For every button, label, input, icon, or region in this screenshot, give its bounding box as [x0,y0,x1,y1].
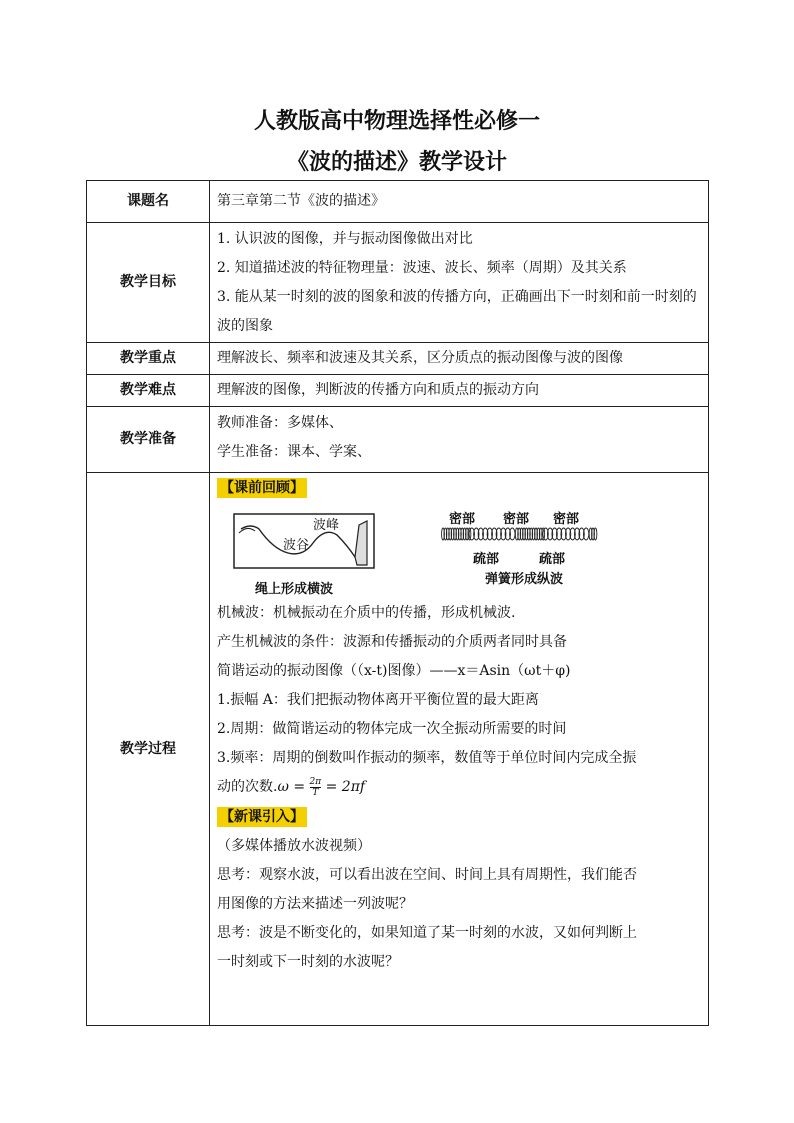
table-row-process [87,473,709,1026]
spring-caption: 弹簧形成纵波 [485,572,564,587]
rope-caption: 绳上形成横波 [255,582,334,597]
paragraph-think-1a: 思考：观察水波，可以看出波在空间、时间上具有周期性，我们能否 [217,867,637,883]
paragraph-think-2a: 思考：波是不断变化的，如果知道了某一时刻的水波，又如何判断上 [217,925,637,941]
spring-wave-diagram [441,525,599,543]
table-row-preparation [87,407,709,473]
topic-content: 第三章第二节《波的描述》 [210,181,709,223]
goal-item-2: 2. 知道描述波的特征物理量：波速、波长、频率（周期）及其关系 [217,260,627,276]
formula-omega: ω = [277,779,306,795]
paragraph-mechanical-wave: 机械波：机械振动在介质中的传播，形成机械波. [217,605,516,621]
paragraph-amplitude: 1.振幅 A：我们把振动物体离开平衡位置的最大距离 [217,692,539,708]
lesson-plan-table [86,180,709,1026]
key-points-content: 理解波长、频率和波速及其关系，区分质点的振动图像与波的图像 [210,343,709,375]
document-title: 人教版高中物理选择性必修一 [253,109,540,134]
paragraph-think-2b: 一时刻或下一时刻的水波呢？ [217,954,399,970]
spring-label-sparse-2: 疏部 [539,552,566,567]
row-label-topic: 课题名 [87,181,210,223]
fraction-numerator: 2π [309,776,322,787]
paragraph-conditions: 产生机械波的条件：波源和传播振动的介质两者同时具备 [217,634,567,650]
spring-label-dense-3: 密部 [553,512,580,527]
row-label-key-points: 教学重点 [87,343,210,375]
paragraph-video: （多媒体播放水波视频） [217,838,371,854]
paragraph-frequency: 3.频率：周期的倒数叫作振动的频率，数值等于单位时间内完成全振 [217,750,637,766]
rope-label-crest: 波峰 [313,518,340,533]
row-label-goals: 教学目标 [87,223,210,343]
review-heading: 【课前回顾】 [217,478,307,498]
wave-figures [217,503,702,599]
intro-heading: 【新课引入】 [217,807,307,827]
table-row-key-points [87,343,709,375]
row-label-preparation: 教学准备 [87,407,210,473]
rope-label-trough: 波谷 [283,538,310,553]
paragraph-shm-graph: 简谐运动的振动图像（（x-t)图像）——x＝Asin（ωt＋φ) [217,663,571,679]
teacher-preparation: 教师准备：多媒体、 [217,415,343,431]
spring-label-dense-2: 密部 [503,512,530,527]
table-row-topic [87,181,709,223]
formula-fraction [310,777,322,798]
paragraph-period: 2.周期：做简谐运动的物体完成一次全振动所需要的时间 [217,721,567,737]
goal-item-3: 3. 能从某一时刻的波的图象和波的传播方向，正确画出下一时刻和前一时刻的波的图象 [217,289,697,334]
fraction-denominator: T [312,787,319,798]
paragraph-frequency-formula [217,773,702,802]
formula-rhs: = 2πf [325,779,366,795]
paragraph-think-1b: 用图像的方法来描述一列波呢？ [217,896,413,912]
table-row-difficulties [87,375,709,407]
student-preparation: 学生准备：课本、学案、 [217,444,371,460]
formula-lead-text: 动的次数. [217,779,278,795]
document-subtitle: 《波的描述》教学设计 [286,150,507,175]
row-label-process: 教学过程 [87,473,210,1026]
spring-label-dense-1: 密部 [449,512,476,527]
goal-item-1: 1. 认识波的图像，并与振动图像做出对比 [217,231,473,247]
spring-label-sparse-1: 疏部 [473,552,500,567]
difficulties-content: 理解波的图像，判断波的传播方向和质点的振动方向 [210,375,709,407]
table-row-goals [87,223,709,343]
spring-coil [594,528,597,540]
row-label-difficulties: 教学难点 [87,375,210,407]
